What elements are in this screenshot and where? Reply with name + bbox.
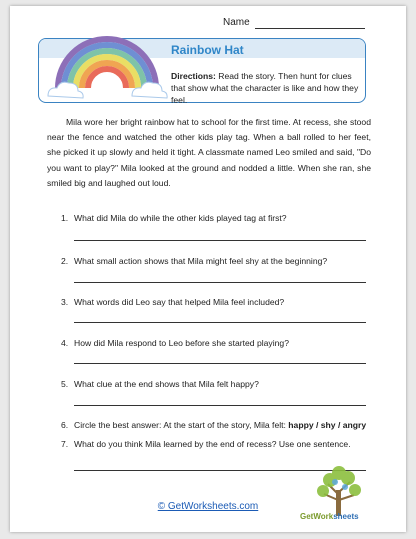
question-number: 5.: [61, 379, 69, 389]
answer-line-2[interactable]: [74, 282, 366, 283]
answer-choices[interactable]: happy / shy / angry: [288, 420, 367, 430]
question-2: [61, 256, 327, 266]
question-4: [61, 338, 289, 348]
question-3: [61, 297, 284, 307]
copyright-link[interactable]: © GetWorksheets.com: [157, 501, 259, 512]
question-text: Circle the best answer: At the start of the story, Mila felt:: [74, 420, 286, 430]
name-field-line[interactable]: [255, 28, 365, 29]
question-number: 7.: [61, 439, 69, 449]
worksheet-title: Rainbow Hat: [171, 43, 244, 57]
answer-line-4[interactable]: [74, 363, 366, 364]
answer-line-5[interactable]: [74, 405, 366, 406]
directions-text: Read the story. Then hunt for clues that show what the character is like and how they feel.: [171, 71, 359, 105]
name-label: Name: [223, 17, 250, 28]
logo-wordmark: [300, 512, 359, 521]
answer-line-1[interactable]: [74, 240, 366, 241]
question-number: 1.: [61, 213, 69, 223]
question-number: 4.: [61, 338, 69, 348]
question-6: [61, 420, 366, 430]
question-text: What words did Leo say that helped Mila feel included?: [74, 297, 285, 307]
question-1: [61, 213, 287, 223]
question-text: What do you think Mila learned by the end of recess? Use one sentence.: [74, 439, 351, 449]
question-text: What did Mila do while the other kids played tag at first?: [74, 213, 287, 223]
directions: [171, 70, 363, 106]
directions-label: Directions:: [171, 71, 216, 81]
question-7: [61, 439, 351, 449]
rainbow-illustration: [46, 26, 168, 106]
question-text: How did Mila respond to Leo before she started playing?: [74, 338, 289, 348]
question-number: 3.: [61, 297, 69, 307]
story-text: Mila wore her bright rainbow hat to school for the first time. At recess, she stood near the fence and watched the other kids play tag. When a ball rolled to her feet, she picked it up slowly and held it tight. A classmate named Leo smiled and said, "Do you want to play?" Mila looked at the ground and nodded a little. When she ran, she smiled big and laughed out loud.: [47, 117, 371, 188]
logo-text-part-a: GetWork: [300, 512, 334, 521]
question-text: What clue at the end shows that Mila felt happy?: [74, 379, 259, 389]
question-number: 2.: [61, 256, 69, 266]
question-number: 6.: [61, 420, 69, 430]
question-text: What small action shows that Mila might feel shy at the beginning?: [74, 256, 328, 266]
logo-text-part-b: sheets: [333, 512, 359, 521]
question-5: [61, 379, 259, 389]
answer-line-3[interactable]: [74, 322, 366, 323]
